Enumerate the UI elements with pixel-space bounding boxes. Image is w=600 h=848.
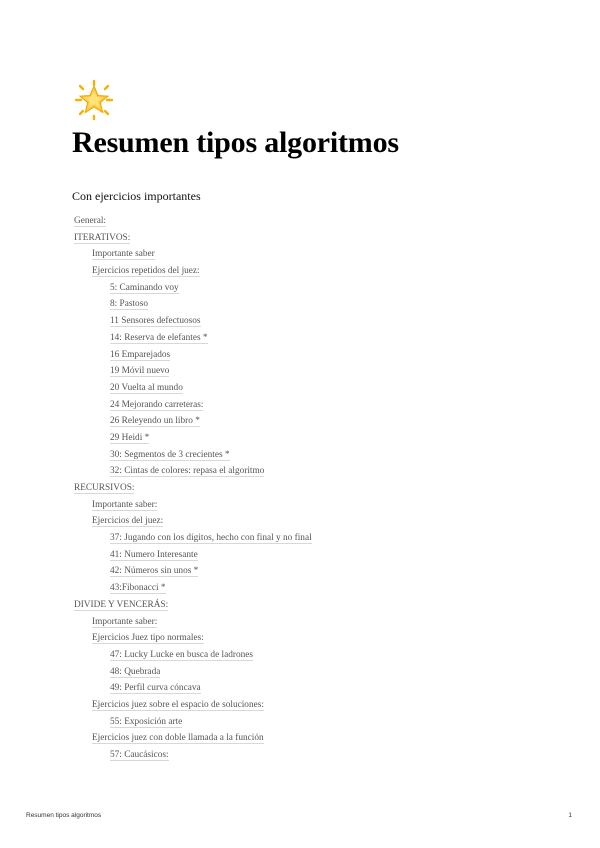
- toc-link[interactable]: 55: Exposición arte: [110, 716, 183, 727]
- toc-item[interactable]: [74, 296, 554, 313]
- toc-item[interactable]: [74, 363, 554, 380]
- toc-item[interactable]: [74, 680, 554, 697]
- toc-item[interactable]: [74, 697, 554, 714]
- toc-link[interactable]: 19 Móvil nuevo: [110, 366, 170, 377]
- toc-link[interactable]: 41: Numero Interesante: [110, 549, 198, 560]
- toc-item[interactable]: [74, 413, 554, 430]
- toc-item[interactable]: [74, 730, 554, 747]
- toc-item[interactable]: [74, 347, 554, 364]
- toc-link[interactable]: 24 Mejorando carreteras:: [110, 399, 204, 410]
- toc-item[interactable]: [74, 647, 554, 664]
- toc-link[interactable]: 37: Jugando con los dígitos, hecho con final y no final: [110, 533, 312, 544]
- toc-item[interactable]: [74, 597, 554, 614]
- page-title: Resumen tipos algoritmos: [72, 126, 399, 159]
- toc-item[interactable]: [74, 630, 554, 647]
- toc-link[interactable]: 49: Perfil curva cóncava: [110, 683, 201, 694]
- toc-item[interactable]: [74, 313, 554, 330]
- table-of-contents: [74, 213, 554, 764]
- toc-link[interactable]: 8: Pastoso: [110, 299, 148, 310]
- toc-link[interactable]: 48: Quebrada: [110, 666, 161, 677]
- glowing-star-icon: [72, 78, 116, 122]
- toc-item[interactable]: [74, 430, 554, 447]
- toc-link[interactable]: Ejercicios juez con doble llamada a la función: [92, 733, 264, 744]
- toc-item[interactable]: [74, 380, 554, 397]
- toc-item[interactable]: [74, 497, 554, 514]
- toc-item[interactable]: [74, 513, 554, 530]
- toc-item[interactable]: [74, 263, 554, 280]
- toc-link[interactable]: Ejercicios del juez:: [92, 516, 164, 527]
- toc-link[interactable]: 26 Releyendo un libro *: [110, 416, 200, 427]
- toc-item[interactable]: [74, 547, 554, 564]
- toc-link[interactable]: General:: [74, 216, 107, 226]
- toc-item[interactable]: [74, 563, 554, 580]
- toc-link[interactable]: 47: Lucky Lucke en busca de ladrones: [110, 649, 254, 660]
- footer-page-number: 1: [568, 812, 572, 819]
- toc-link[interactable]: 29 Heidi *: [110, 432, 150, 443]
- toc-link[interactable]: 32: Cintas de colores: repasa el algoritmo: [110, 466, 265, 477]
- page-subtitle: Con ejercicios importantes: [72, 189, 201, 203]
- toc-item[interactable]: [74, 397, 554, 414]
- toc-link[interactable]: Ejercicios Juez tipo normales:: [92, 633, 204, 644]
- toc-item[interactable]: [74, 747, 554, 764]
- toc-link[interactable]: Importante saber: [92, 249, 155, 260]
- toc-link[interactable]: 43:Fibonacci *: [110, 583, 166, 594]
- toc-link[interactable]: 57: Caucásicos:: [110, 750, 169, 760]
- toc-link[interactable]: 11 Sensores defectuosos: [110, 316, 201, 327]
- toc-item[interactable]: [74, 480, 554, 497]
- toc-link[interactable]: 5: Caminando voy: [110, 282, 179, 293]
- toc-link[interactable]: Importante saber:: [92, 616, 158, 627]
- footer-document-name: Resumen tipos algoritmos: [26, 812, 102, 819]
- toc-link[interactable]: 16 Emparejados: [110, 349, 171, 360]
- toc-link[interactable]: RECURSIVOS:: [74, 483, 135, 493]
- toc-item[interactable]: [74, 714, 554, 731]
- toc-link[interactable]: 30: Segmentos de 3 crecientes *: [110, 449, 230, 460]
- toc-item[interactable]: [74, 614, 554, 631]
- toc-item[interactable]: [74, 246, 554, 263]
- toc-link[interactable]: 42: Números sin unos *: [110, 566, 199, 577]
- toc-item[interactable]: [74, 280, 554, 297]
- toc-item[interactable]: [74, 463, 554, 480]
- toc-item[interactable]: [74, 530, 554, 547]
- toc-link[interactable]: DIVIDE Y VENCERÁS:: [74, 599, 169, 610]
- toc-link[interactable]: Importante saber:: [92, 499, 158, 510]
- toc-link[interactable]: Ejercicios juez sobre el espacio de soluciones:: [92, 699, 264, 710]
- toc-item[interactable]: [74, 230, 554, 247]
- toc-item[interactable]: [74, 664, 554, 681]
- toc-item[interactable]: [74, 580, 554, 597]
- toc-item[interactable]: [74, 213, 554, 230]
- toc-link[interactable]: Ejercicios repetidos del juez:: [92, 266, 200, 277]
- toc-link[interactable]: ITERATIVOS:: [74, 232, 131, 243]
- toc-item[interactable]: [74, 447, 554, 464]
- toc-link[interactable]: 14: Reserva de elefantes *: [110, 332, 208, 343]
- toc-item[interactable]: [74, 330, 554, 347]
- toc-link[interactable]: 20 Vuelta al mundo: [110, 382, 183, 393]
